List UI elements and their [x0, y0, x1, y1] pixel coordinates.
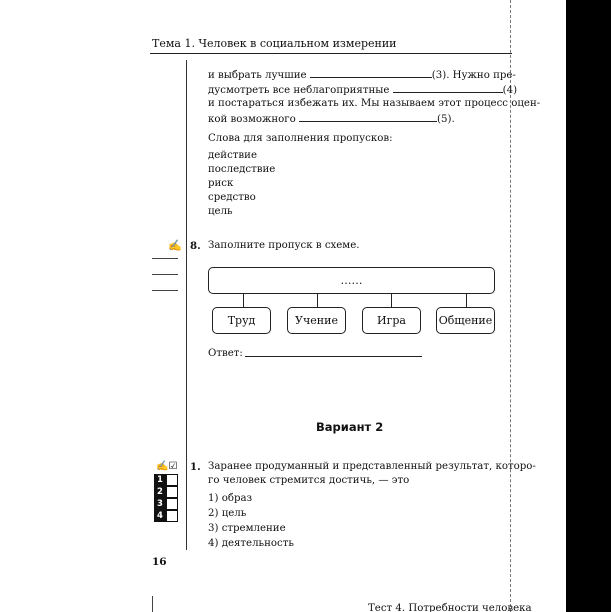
scheme-connector [243, 294, 244, 307]
page-header: Тема 1. Человек в социальном измерении [152, 37, 397, 50]
question1-text-line2: го человек стремится достичь, — это [208, 475, 410, 486]
words-title: Слова для заполнения пропусков: [208, 133, 393, 144]
answer-line [245, 356, 422, 357]
scheme-box-igra: Игра [362, 307, 421, 334]
answer-grid-cell[interactable] [166, 486, 178, 498]
scheme-box-uchenie: Учение [287, 307, 346, 334]
scheme-connector [317, 294, 318, 307]
scheme-connector [466, 294, 467, 307]
blank-5 [299, 112, 437, 122]
scheme-box-obshchenie: Общение [436, 307, 495, 334]
page-number: 16 [152, 556, 167, 568]
answer-margin-line [152, 258, 178, 259]
pencil-icon: ✍☑ [156, 461, 178, 472]
header-rule [150, 53, 512, 54]
answer-grid-cell[interactable] [166, 510, 178, 522]
answer-grid-cell[interactable] [166, 474, 178, 486]
answer-margin-line [152, 274, 178, 275]
word-item: средство [208, 192, 256, 203]
scheme-connector [391, 294, 392, 307]
pencil-icon: ✍ [168, 239, 182, 252]
answer-grid-number: 1 [154, 474, 166, 486]
task8-prompt: Заполните пропуск в схеме. [208, 240, 360, 251]
option-item: 3) стремление [208, 523, 286, 534]
word-item: действие [208, 150, 257, 161]
checkbox-icon: ☑ [168, 461, 178, 472]
task7-line1: и выбрать лучшие (3). Нужно пре- [208, 70, 516, 81]
variant-heading: Вариант 2 [316, 420, 384, 434]
margin-rule [186, 60, 187, 550]
answer-grid-number: 3 [154, 498, 166, 510]
option-item: 2) цель [208, 508, 247, 519]
next-page-header: Тест 4. Потребности человека [368, 603, 532, 612]
question1-number: 1. [190, 461, 201, 473]
scheme-box-trud: Труд [212, 307, 271, 334]
task8-number: 8. [190, 240, 201, 252]
task7-line3: и постараться избежать их. Мы называем этот процесс оцен- [208, 98, 541, 109]
word-item: цель [208, 206, 233, 217]
answer-margin-line [152, 290, 178, 291]
next-page-margin [152, 596, 153, 612]
word-item: последствие [208, 164, 276, 175]
question1-text-line1: Заранее продуманный и представленный результат, которо- [208, 461, 536, 472]
answer-grid-number: 2 [154, 486, 166, 498]
answer-grid-number: 4 [154, 510, 166, 522]
blank-4 [393, 83, 503, 93]
answer-grid-cell[interactable] [166, 498, 178, 510]
word-item: риск [208, 178, 234, 189]
scheme-top-box: …… [208, 267, 495, 294]
blank-3 [310, 68, 432, 78]
task7-line4: кой возможного (5). [208, 114, 455, 125]
option-item: 1) образ [208, 493, 253, 504]
answer-label: Ответ: [208, 348, 243, 359]
option-item: 4) деятельность [208, 538, 294, 549]
task7-line2: дусмотреть все неблагоприятные (4) [208, 85, 518, 96]
